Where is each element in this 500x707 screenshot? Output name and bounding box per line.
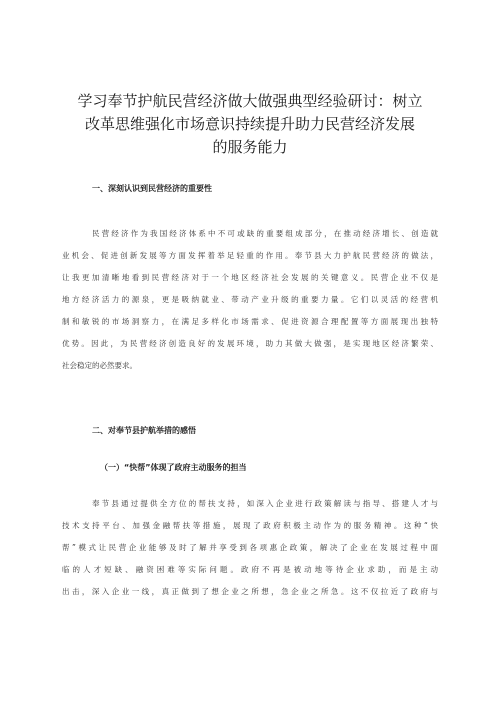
paragraph-line: 优势。因此，为民营经济创造良好的发展环境，助力其做大做强，是实现地区经济繁荣、 bbox=[62, 339, 438, 348]
paragraph-line: 出击，深入企业一线，真正做到了想企业之所想，急企业之所急。这不仅拉近了政府与 bbox=[62, 587, 438, 596]
section-heading: 二、对奉节县护航举措的感悟 bbox=[92, 426, 196, 435]
paragraph-line: 让我更加清晰地看到民营经济对于一个地区经济社会发展的关键意义。民营企业不仅是 bbox=[62, 273, 438, 282]
document-title bbox=[60, 90, 440, 159]
section1-paragraph bbox=[62, 223, 438, 377]
paragraph-line: 技术支持平台、加强金融帮扶等措施，展现了政府积极主动作为的服务精神。这种“快 bbox=[62, 521, 438, 530]
paragraph-line: 业机会、促进创新发展等方面发挥着举足轻重的作用。奉节县大力护航民营经济的做法， bbox=[62, 251, 438, 260]
paragraph-line: 社会稳定的必然要求。 bbox=[62, 361, 137, 370]
paragraph-line: 帮”模式让民营企业能够及时了解并享受到各项惠企政策，解决了企业在发展过程中面 bbox=[62, 543, 438, 552]
paragraph-line: 地方经济活力的源泉，更是吸纳就业、带动产业升级的重要力量。它们以灵活的经营机 bbox=[62, 295, 438, 304]
section-heading: 一、深刻认识到民营经济的重要性 bbox=[92, 184, 212, 193]
paragraph-line: 奉节县通过提供全方位的帮扶支持，如深入企业进行政策解读与指导、搭建人才与 bbox=[92, 499, 438, 508]
subsection-heading: （一）“快帮”体现了政府主动服务的担当 bbox=[100, 463, 247, 472]
section2-paragraph bbox=[62, 493, 438, 603]
title-line: 学习奉节护航民营经济做大做强典型经验研讨：树立 bbox=[77, 92, 423, 110]
title-line: 的服务能力 bbox=[212, 138, 288, 156]
paragraph-line: 制和敏锐的市场洞察力，在满足多样化市场需求、促进资源合理配置等方面展现出独特 bbox=[62, 317, 438, 326]
paragraph-line: 民营经济作为我国经济体系中不可或缺的重要组成部分，在推动经济增长、创造就 bbox=[92, 229, 438, 238]
title-line: 改革思维强化市场意识持续提升助力民营经济发展 bbox=[84, 115, 415, 133]
paragraph-line: 临的人才短缺、融资困难等实际问题。政府不再是被动地等待企业求助，而是主动 bbox=[62, 565, 438, 574]
